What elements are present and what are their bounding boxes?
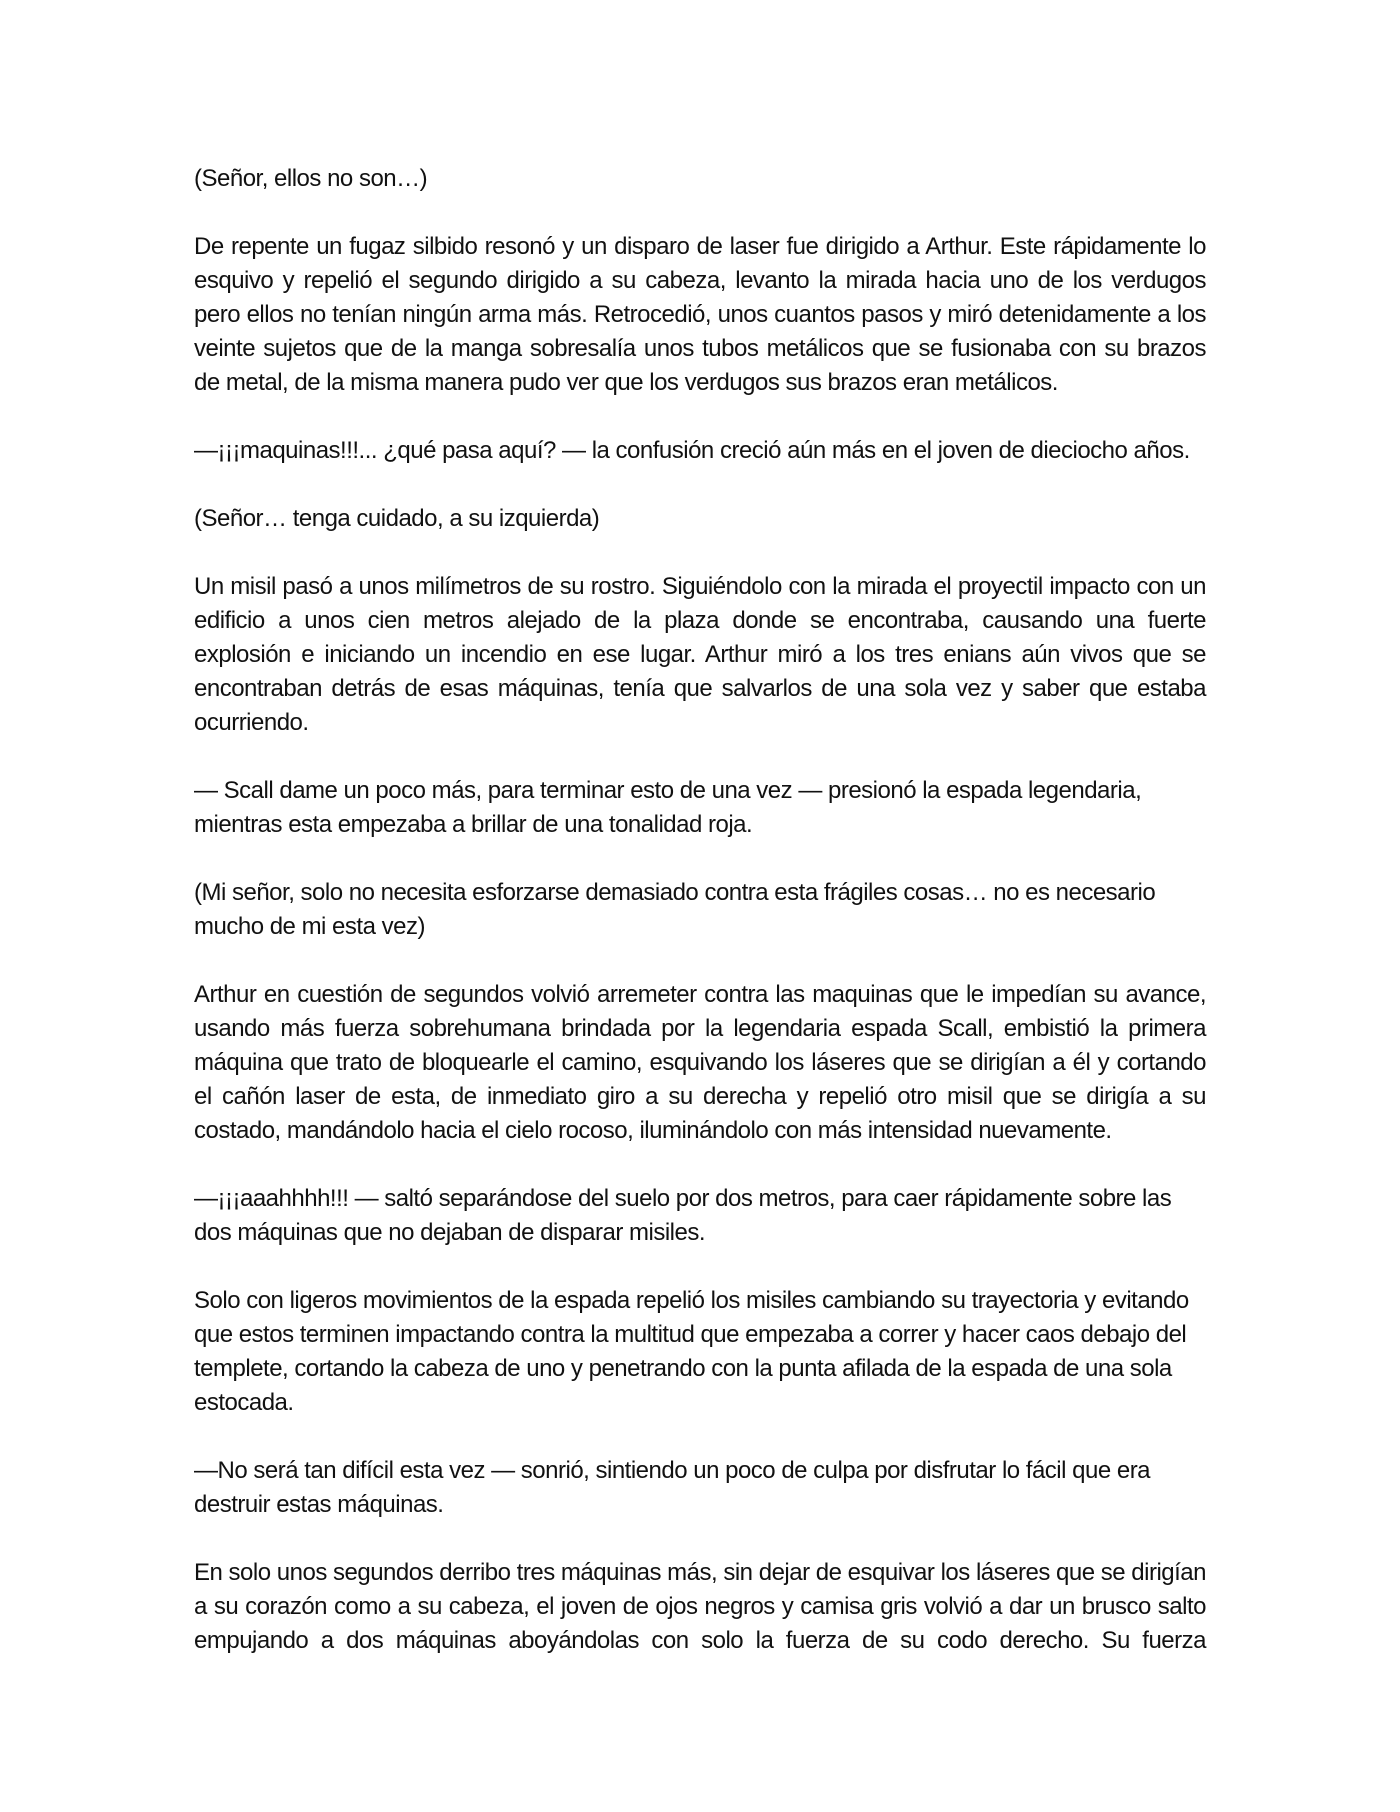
paragraph: — Scall dame un poco más, para terminar esto de una vez — presionó la espada legendaria, mientras esta empezaba a brillar de una tonalidad roja.: [194, 777, 1142, 838]
paragraph: Arthur en cuestión de segundos volvió arremeter contra las maquinas que le impedían su avance, usando más fuerza sobrehumana brindada por la legendaria espada Scall, embistió la primera máquina que trato de bloquearle el camino, esquivando los láseres que se dirigían a él y cortando el cañón laser de esta, de inmediato giro a su derecha y repelió otro misil que se dirigía a su costado, mandándolo hacia el cielo rocoso, iluminándolo con más intensidad nuevamente.: [194, 981, 1206, 1144]
paragraph: —¡¡¡maquinas!!!... ¿qué pasa aquí? — la confusión creció aún más en el joven de dieciocho años.: [194, 437, 1190, 464]
paragraph: (Señor… tenga cuidado, a su izquierda): [194, 505, 600, 532]
paragraph: Solo con ligeros movimientos de la espada repelió los misiles cambiando su trayectoria y evitando que estos terminen impactando contra la multitud que empezaba a correr y hacer caos debajo del templete, cortando la cabeza de uno y penetrando con la punta afilada de la espada de una sola estocada.: [194, 1287, 1189, 1416]
paragraph: Un misil pasó a unos milímetros de su rostro. Siguiéndolo con la mirada el proyectil impacto con un edificio a unos cien metros alejado de la plaza donde se encontraba, causando una fuerte explosión e iniciando un incendio en ese lugar. Arthur miró a los tres enians aún vivos que se encontraban detrás de esas máquinas, tenía que salvarlos de una sola vez y saber que estaba ocurriendo.: [194, 573, 1206, 736]
paragraph: En solo unos segundos derribo tres máquinas más, sin dejar de esquivar los láseres que se dirigían a su corazón como a su cabeza, el joven de ojos negros y camisa gris volvió a dar un brusco salto empujando a dos máquinas aboyándolas con solo la fuerza de su codo derecho. Su fuerza: [194, 1559, 1206, 1654]
paragraph: —¡¡¡aaahhhh!!! — saltó separándose del suelo por dos metros, para caer rápidamente sobre las dos máquinas que no dejaban de disparar misiles.: [194, 1185, 1172, 1246]
paragraph: (Señor, ellos no son…): [194, 165, 428, 192]
paragraph: (Mi señor, solo no necesita esforzarse demasiado contra esta frágiles cosas… no es necesario mucho de mi esta vez): [194, 879, 1156, 940]
document-body: [194, 162, 1206, 1658]
paragraph: —No será tan difícil esta vez — sonrió, sintiendo un poco de culpa por disfrutar lo fácil que era destruir estas máquinas.: [194, 1457, 1151, 1518]
paragraph: De repente un fugaz silbido resonó y un disparo de laser fue dirigido a Arthur. Este rápidamente lo esquivo y repelió el segundo dirigido a su cabeza, levanto la mirada hacia uno de los verdugos pero ellos no tenían ningún arma más. Retrocedió, unos cuantos pasos y miró detenidamente a los veinte sujetos que de la manga sobresalía unos tubos metálicos que se fusionaba con su brazos de metal, de la misma manera pudo ver que los verdugos sus brazos eran metálicos.: [194, 233, 1206, 396]
